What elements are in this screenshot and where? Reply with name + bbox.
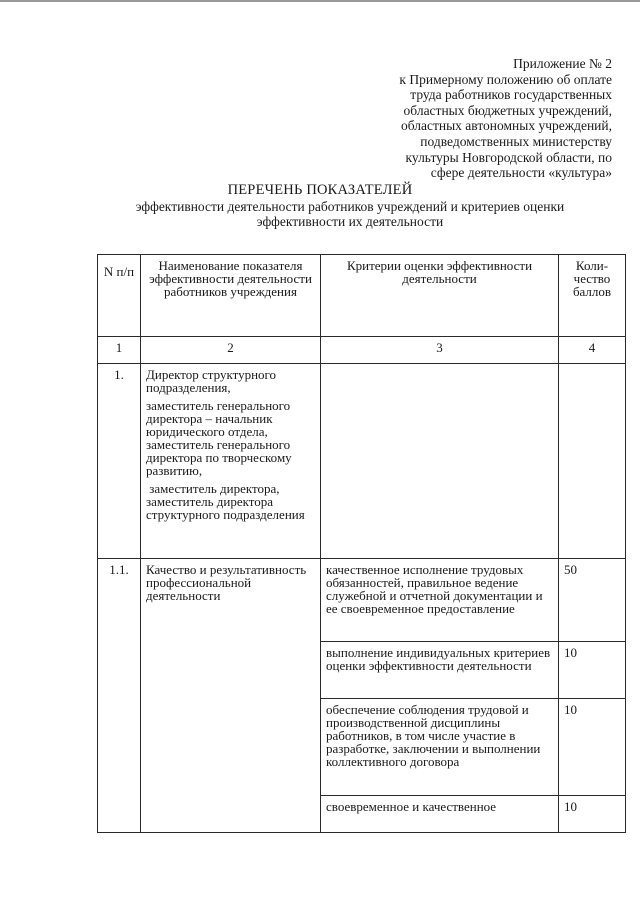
appendix-note bbox=[342, 56, 612, 181]
appendix-line: областных бюджетных учреждений, bbox=[403, 102, 612, 118]
column-header-indicator: Наименование показателя эффективности деятельности работников учреждения bbox=[141, 255, 321, 337]
indicator-name: Качество и результативность профессиональной деятельности bbox=[141, 559, 321, 833]
column-header-criteria: Критерии оценки эффективности деятельности bbox=[321, 255, 559, 337]
appendix-line: подведомственных министерству bbox=[420, 133, 612, 149]
appendix-line: культуры Новгородской области, по bbox=[405, 149, 612, 165]
column-number: 2 bbox=[141, 337, 321, 364]
subtitle-line: эффективности деятельности работников учреждений и критериев оценки bbox=[135, 199, 565, 214]
criterion-points: 10 bbox=[559, 699, 626, 796]
column-number: 1 bbox=[98, 337, 141, 364]
column-number: 4 bbox=[559, 337, 626, 364]
column-header-number: N п/п bbox=[98, 255, 141, 337]
table-row-section bbox=[98, 364, 626, 559]
position-paragraph: заместитель генерального директора – начальник юридического отдела, заместитель генерального директора по творческому развитию, bbox=[146, 398, 292, 478]
appendix-line: Приложение № 2 bbox=[513, 56, 612, 71]
criterion-text: качественное исполнение трудовых обязанностей, правильное ведение служебной и отчетной документации и ее своевременное предоставление bbox=[321, 559, 559, 642]
criterion-text: выполнение индивидуальных критериев оценки эффективности деятельности bbox=[321, 642, 559, 699]
position-paragraph: Директор структурного подразделения, bbox=[146, 367, 277, 395]
table-header-row bbox=[98, 255, 626, 337]
column-header-points: Коли-чество баллов bbox=[559, 255, 626, 337]
appendix-line: сфере деятельности «культура» bbox=[430, 165, 612, 181]
criterion-points: 10 bbox=[559, 796, 626, 833]
row-number: 1. bbox=[98, 364, 141, 559]
scan-edge-line bbox=[0, 0, 640, 2]
subtitle-line: эффективности их деятельности bbox=[256, 213, 444, 229]
document-subtitle bbox=[90, 200, 610, 229]
criterion-points: 50 bbox=[559, 559, 626, 642]
table-row-criterion bbox=[98, 559, 626, 642]
appendix-line: труда работников государственных bbox=[410, 87, 612, 103]
empty-cell bbox=[559, 364, 626, 559]
document-title: ПЕРЕЧЕНЬ ПОКАЗАТЕЛЕЙ bbox=[227, 182, 413, 198]
row-number: 1.1. bbox=[98, 559, 141, 833]
appendix-line: к Примерному положению об оплате bbox=[399, 71, 612, 87]
position-paragraph: заместитель директора, заместитель директора структурного подразделения bbox=[146, 481, 305, 522]
column-number-row bbox=[98, 337, 626, 364]
criterion-text: своевременное и качественное bbox=[321, 796, 559, 833]
criterion-points: 10 bbox=[559, 642, 626, 699]
indicators-table bbox=[97, 254, 626, 833]
column-number: 3 bbox=[321, 337, 559, 364]
position-list bbox=[141, 364, 321, 559]
empty-cell bbox=[321, 364, 559, 559]
appendix-line: областных автономных учреждений, bbox=[400, 118, 612, 134]
criterion-text: обеспечение соблюдения трудовой и производственной дисциплины работников, в том числе участие в разработке, заключении и выполнении коллективного договора bbox=[321, 699, 559, 796]
